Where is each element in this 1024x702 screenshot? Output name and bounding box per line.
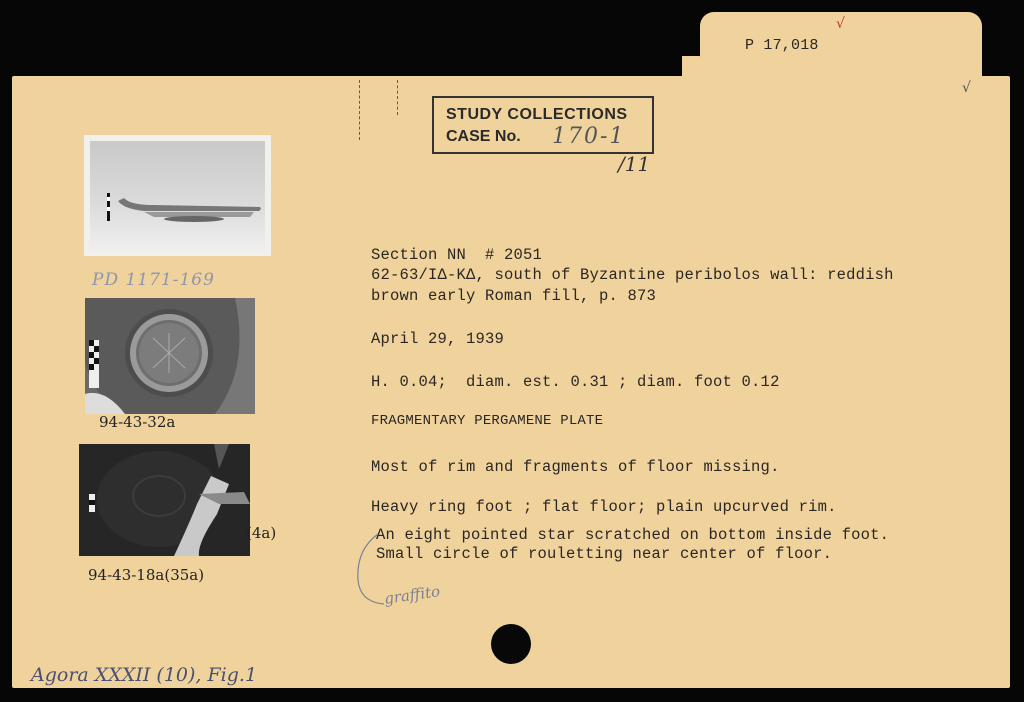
dimensions: H. 0.04; diam. est. 0.31 ; diam. foot 0.12	[371, 373, 780, 391]
publication-reference: Agora XXXII (10), Fig.1	[31, 664, 258, 686]
photo-underside	[79, 444, 250, 556]
description-line-2: An eight pointed star scratched on bottom inside foot.	[376, 526, 890, 544]
location-line-2: brown early Roman fill, p. 873	[371, 287, 657, 305]
catalog-number: P 17,018	[745, 37, 819, 54]
margin-bracket	[348, 530, 388, 610]
location-line-1: 62-63/IΔ-KΔ, south of Byzantine peribolos wall: reddish	[371, 266, 894, 284]
photo-top-view-label: 94-43-32a	[99, 413, 176, 431]
stamp-annotation: /11	[618, 152, 651, 176]
photo-profile-label: PD 1171-169	[92, 270, 215, 290]
top-view-photo-image	[85, 298, 255, 414]
stamp-line2: CASE No.	[446, 128, 521, 145]
condition: Most of rim and fragments of floor missing.	[371, 458, 780, 476]
fold-line-left	[359, 80, 360, 140]
study-collections-stamp	[432, 96, 654, 154]
stamp-line1: STUDY COLLECTIONS	[446, 106, 628, 123]
profile-photo-image	[84, 135, 271, 256]
margin-note: graffito	[383, 582, 442, 608]
object-title: FRAGMENTARY PERGAMENE PLATE	[371, 413, 604, 429]
photo-profile	[84, 135, 271, 256]
underside-photo-image	[79, 444, 250, 556]
photo-top-view	[85, 298, 255, 414]
photo-underside-label: 94-43-18a(35a)	[88, 566, 205, 584]
photo-underside-side-label: (4a)	[246, 524, 277, 542]
description-line-3: Small circle of rouletting near center of floor.	[376, 545, 833, 563]
description-line-1: Heavy ring foot ; flat floor; plain upcurved rim.	[371, 498, 837, 516]
stamp-case-number: 170-1	[552, 124, 626, 149]
punch-hole	[491, 624, 531, 664]
fold-line-right	[397, 80, 398, 115]
check-mark: √	[962, 80, 971, 96]
excavation-date: April 29, 1939	[371, 330, 505, 348]
red-check-mark: √	[836, 16, 845, 32]
section-number: Section NN # 2051	[371, 246, 543, 264]
